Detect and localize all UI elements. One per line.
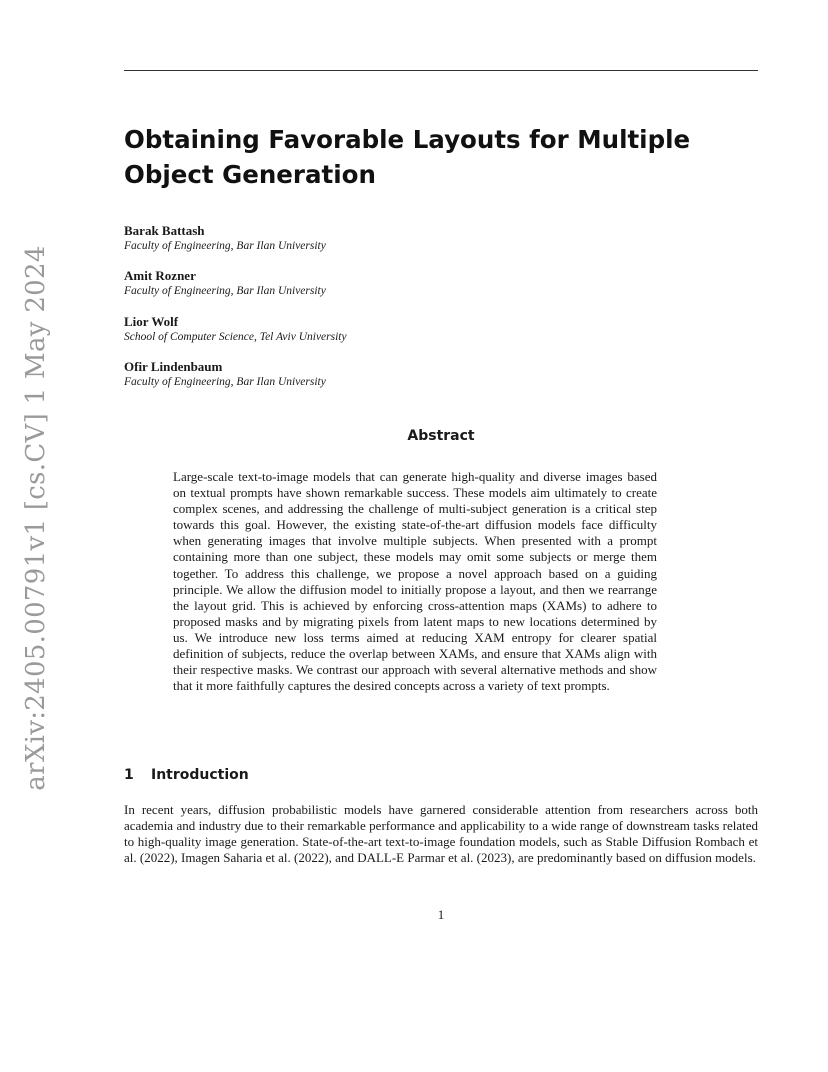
- header-rule: [124, 70, 758, 71]
- section-title: Introduction: [151, 767, 249, 783]
- arxiv-identifier: arXiv:2405.00791v1 [cs.CV] 1 May 2024: [21, 245, 51, 791]
- author-block: [124, 359, 326, 390]
- page-number: 1: [437, 907, 445, 922]
- author-affiliation: Faculty of Engineering, Bar Ilan University: [124, 240, 326, 252]
- author-block: [124, 223, 326, 254]
- introduction-text: In recent years, diffusion probabilistic models have garnered considerable attention from researchers across both academia and industry due to their remarkable performance and applicability to a wide range of downstream tasks related to high-quality image generation. State-of-the-art text-to-image foundation models, such as Stable Diffusion Rombach et al. (2022), Imagen Saharia et al. (2022), and DALL-E Parmar et al. (2023), are predominantly based on diffusion models.: [124, 802, 758, 866]
- arxiv-sidebar: [0, 0, 70, 1072]
- author-name: Ofir Lindenbaum: [124, 359, 223, 374]
- author-name: Lior Wolf: [124, 314, 179, 329]
- abstract-text: Large-scale text-to-image models that can generate high-quality and diverse images based on textual prompts have shown remarkable success. These models aim ultimately to create complex scenes, and addressing the challenge of multi-subject generation is a critical step towards this goal. However, the existing state-of-the-art diffusion models face difficulty when generating images that involve multiple subjects. When presented with a prompt containing more than one subject, these models may omit some subjects or merge them together. To address this challenge, we propose a novel approach based on a guiding principle. We allow the diffusion model to initially propose a layout, and then we rearrange the layout grid. This is achieved by enforcing cross-attention maps (XAMs) to adhere to proposed masks and by migrating pixels from latent maps to new locations determined by us. We introduce new loss terms aimed at reducing XAM entropy for clearer spatial definition of subjects, reduce the overlap between XAMs, and ensure that XAMs align with their respective masks. We contrast our approach with several alternative methods and show that it more faithfully captures the desired concepts across a variety of text prompts.: [173, 469, 657, 694]
- paper-title: Obtaining Favorable Layouts for Multiple Object Generation: [124, 125, 691, 189]
- author-block: [124, 268, 326, 299]
- abstract-heading: Abstract: [407, 428, 475, 444]
- section-number: 1: [124, 767, 134, 783]
- author-affiliation: School of Computer Science, Tel Aviv University: [124, 331, 347, 343]
- author-block: [124, 314, 347, 345]
- author-affiliation: Faculty of Engineering, Bar Ilan University: [124, 285, 326, 297]
- section-heading: [124, 767, 249, 783]
- author-affiliation: Faculty of Engineering, Bar Ilan University: [124, 376, 326, 388]
- author-name: Barak Battash: [124, 223, 205, 238]
- author-name: Amit Rozner: [124, 268, 196, 283]
